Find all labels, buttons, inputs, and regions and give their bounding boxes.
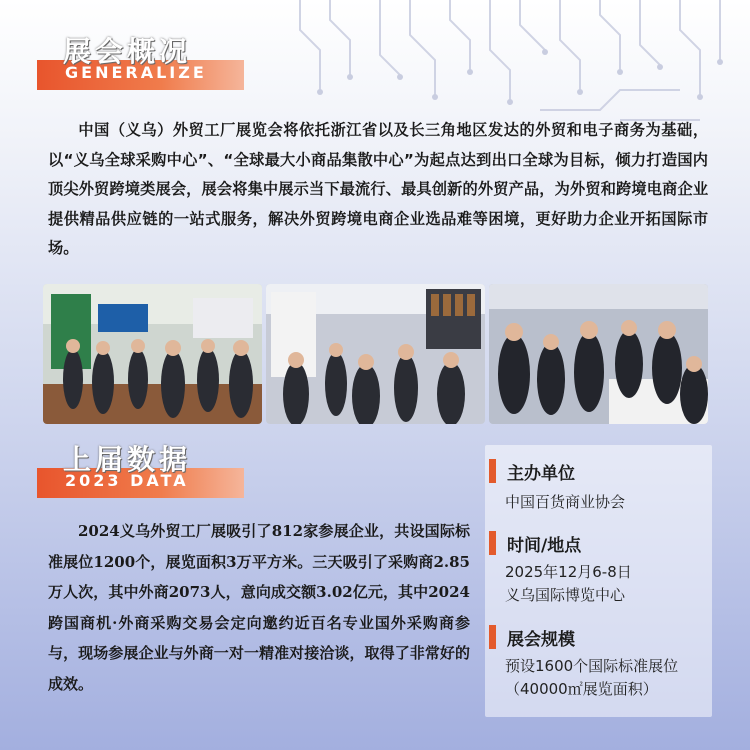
intro-paragraph: 中国（义乌）外贸工厂展览会将依托浙江省以及长三角地区发达的外贸和电子商务为基础，以“义乌全球采购中心”、“全球最大小商品集散中心”为起点达到出口全球为目标，倾力打造国内顶尖外贸跨境类展会，展会将集中展示当下最流行、最具创新的外贸产品，为外贸和跨境电商企业提供精品供应链的一站式服务，解决外贸跨境电商企业选品难等困境，更好助力企业开拓国际市场。 (48, 121, 708, 257)
scale-value-1: 预设1600个国际标准展位 (505, 657, 679, 675)
scale-label: 展会规模 (507, 629, 575, 650)
expo-photo-3 (489, 284, 708, 424)
scale-value-2: （40000㎡展览面积） (505, 680, 658, 698)
section-subtitle: 2023 DATA (65, 471, 189, 490)
accent-marker (489, 459, 496, 483)
time-label: 时间/地点 (507, 535, 582, 556)
time-place-block (485, 529, 712, 607)
organizer-label: 主办单位 (507, 463, 575, 484)
section-header-overview (37, 32, 247, 92)
accent-marker (489, 531, 496, 555)
section-title: 上届数据 (63, 443, 192, 476)
expo-photo-2 (266, 284, 485, 424)
organizer-block (485, 457, 712, 514)
accent-marker (489, 625, 496, 649)
place-value: 义乌国际博览中心 (505, 586, 626, 604)
section-title: 展会概况 (63, 35, 192, 68)
time-value: 2025年12月6-8日 (505, 563, 632, 581)
section-header-data (37, 440, 247, 500)
expo-photo-1 (43, 284, 262, 424)
organizer-value: 中国百货商业协会 (505, 493, 626, 511)
section-subtitle: GENERALIZE (65, 63, 207, 82)
data-paragraph: 2024义乌外贸工厂展吸引了812家参展企业，共设国际标准展位1200个，展览面积3万平方米。三天吸引了采购商2.85万人次，其中外商2073人，意向成交额3.02亿元，其中2024跨国商机·外商采购交易会定向邀约近百名专业国外采购商参与，现场参展企业与外商一对一精准对接洽谈，取得了非常好的成效。 (48, 522, 470, 693)
info-panel (485, 445, 712, 717)
scale-block (485, 623, 712, 701)
